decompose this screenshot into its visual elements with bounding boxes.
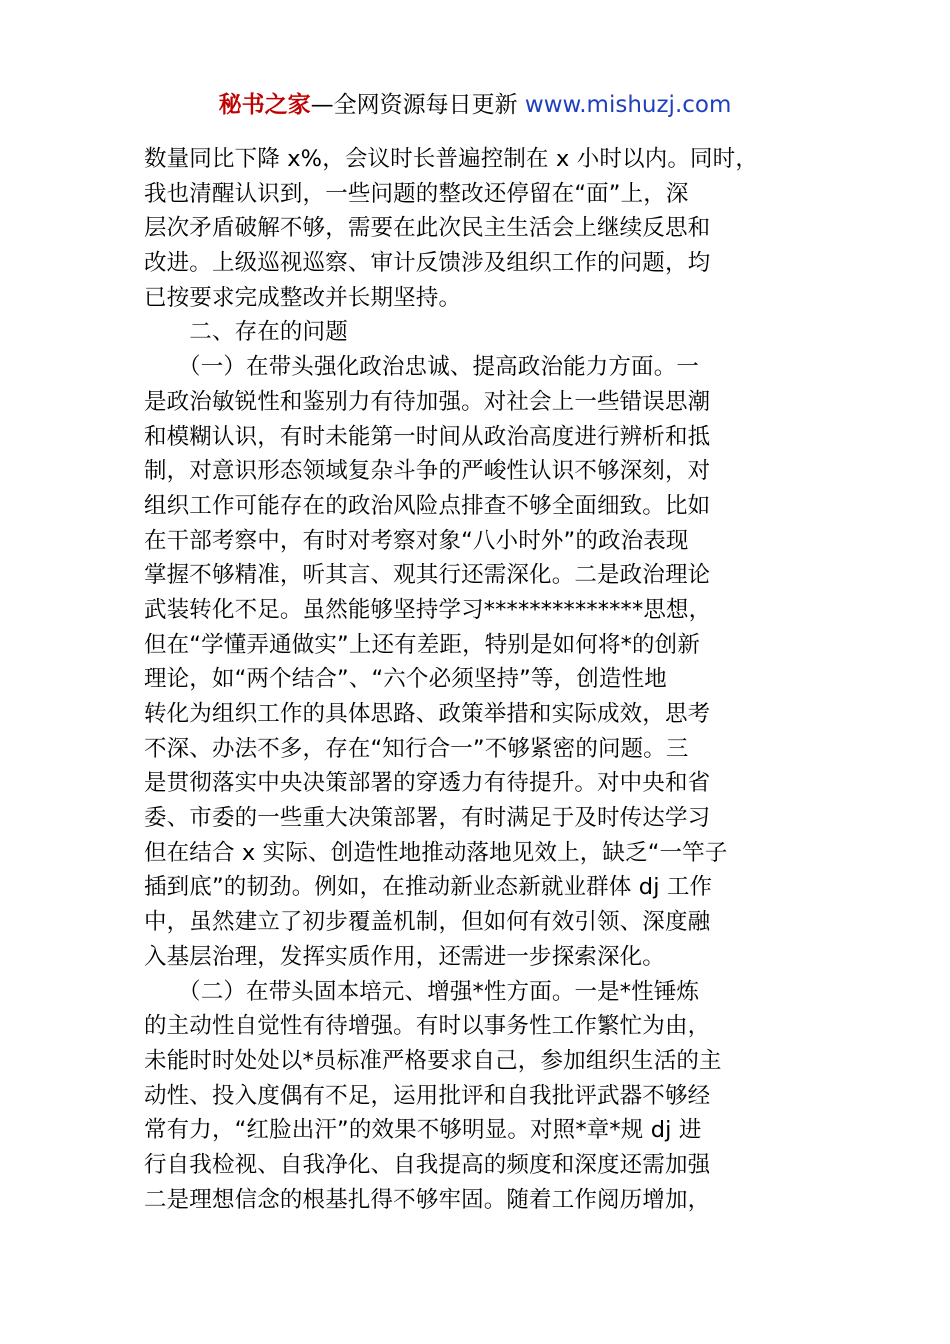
text-line: 和模糊认识，有时未能第一时间从政治高度进行辨析和抵 — [144, 423, 711, 450]
text-line: （一）在带头强化政治忠诚、提高政治能力方面。一 — [144, 354, 700, 381]
text-line: 但在结合 x 实际、创造性地推动落地见效上，缺乏“一竿子 — [144, 839, 728, 866]
text-line: 常有力，“红脸出汗”的效果不够明显。对照*章*规 dj 进 — [144, 1117, 702, 1144]
text-line: 我也清醒认识到，一些问题的整改还停留在“面”上，深 — [144, 180, 689, 207]
text-line: 的主动性自觉性有待增强。有时以事务性工作繁忙为由， — [144, 1013, 711, 1040]
document-body — [144, 142, 814, 1217]
text-line: 行自我检视、自我净化、自我提高的频度和深度还需加强 — [144, 1151, 711, 1178]
text-line: 插到底”的韧劲。例如，在推动新业态新就业群体 dj 工作 — [144, 874, 713, 901]
text-line: 未能时时处处以*员标准严格要求自己，参加组织生活的主 — [144, 1047, 722, 1074]
text-line: 制，对意识形态领域复杂斗争的严峻性认识不够深刻，对 — [144, 458, 711, 485]
text-line: 武装转化不足。虽然能够坚持学习**************思想， — [144, 596, 712, 623]
text-line: 组织工作可能存在的政治风险点排查不够全面细致。比如 — [144, 492, 711, 519]
text-line: 数量同比下降 x%，会议时长普遍控制在 x 小时以内。同时， — [144, 146, 758, 172]
text-line: 但在“学懂弄通做实”上还有差距，特别是如何将*的创新 — [144, 631, 700, 658]
text-line: 委、市委的一些重大决策部署，有时满足于及时传达学习 — [144, 805, 711, 832]
text-line: 二是理想信念的根基扎得不够牢固。随着工作阅历增加， — [144, 1186, 711, 1213]
text-line: 改进。上级巡视巡察、审计反馈涉及组织工作的问题，均 — [144, 250, 711, 277]
text-line: 是贯彻落实中央决策部署的穿透力有待提升。对中央和省 — [144, 770, 711, 797]
text-line: 入基层治理，发挥实质作用，还需进一步探索深化。 — [144, 943, 665, 970]
text-line: 不深、办法不多，存在“知行合一”不够紧密的问题。三 — [144, 735, 689, 762]
text-line: 掌握不够精准，听其言、观其行还需深化。二是政治理论 — [144, 562, 711, 589]
text-line: 层次矛盾破解不够，需要在此次民主生活会上继续反思和 — [144, 215, 711, 242]
text-line: 已按要求完成整改并长期坚持。 — [144, 284, 462, 311]
site-tagline: —全网资源每日更新 — [310, 92, 518, 118]
text-line: 动性、投入度偶有不足，运用批评和自我批评武器不够经 — [144, 1082, 711, 1109]
text-line: 中，虽然建立了初步覆盖机制，但如何有效引领、深度融 — [144, 909, 711, 936]
site-url-link[interactable]: www.mishuzj.com — [524, 92, 732, 118]
text-line: （二）在带头固本培元、增强*性方面。一是*性锤炼 — [144, 978, 700, 1005]
section-heading: 二、存在的问题 — [144, 319, 348, 346]
text-line: 理论，如“两个结合”、“六个必须坚持”等，创造性地 — [144, 666, 667, 693]
site-brand: 秘书之家 — [218, 92, 311, 118]
text-line: 在干部考察中，有时对考察对象“八小时外”的政治表现 — [144, 527, 689, 554]
site-header — [0, 90, 950, 120]
text-line: 转化为组织工作的具体思路、政策举措和实际成效，思考 — [144, 701, 711, 727]
text-line: 是政治敏锐性和鉴别力有待加强。对社会上一些错误思潮 — [144, 388, 711, 415]
